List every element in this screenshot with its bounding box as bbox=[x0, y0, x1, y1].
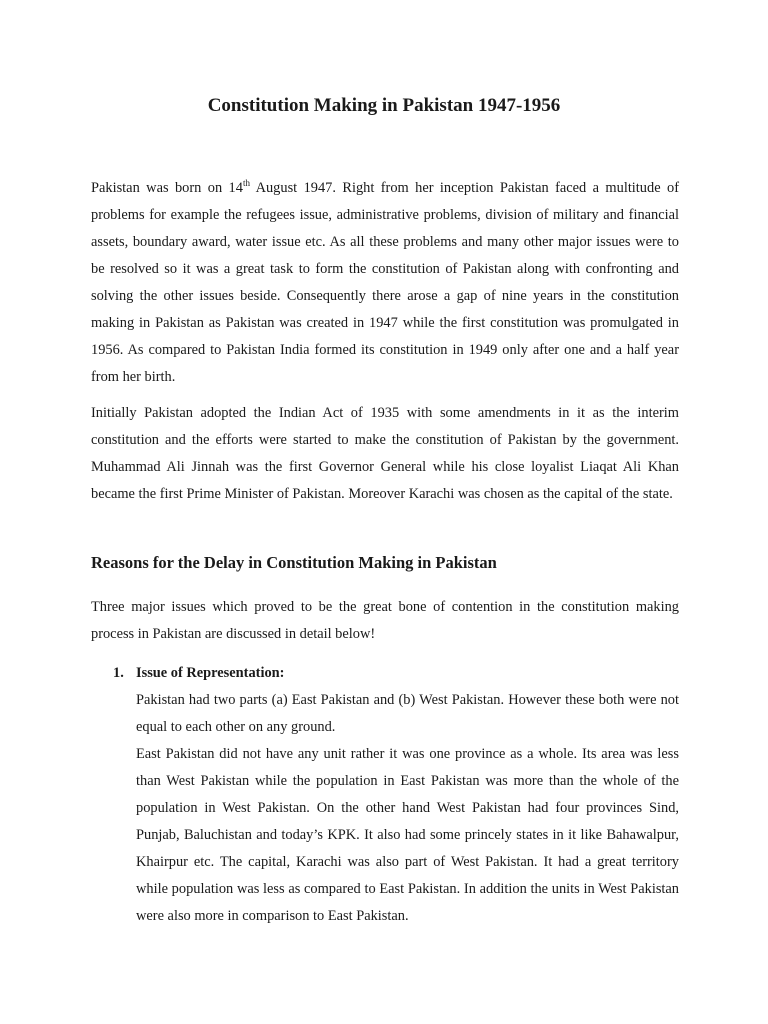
list-item-title: Issue of Representation: bbox=[136, 665, 285, 681]
section-intro-paragraph: Three major issues which proved to be the great bone of contention in the constitution making process in Pakistan are discussed in detail below! bbox=[91, 599, 679, 642]
ordinal-superscript: th bbox=[242, 178, 250, 189]
list-item bbox=[91, 660, 679, 930]
list-item-text: East Pakistan did not have any unit rather it was one province as a whole. Its area was less than West Pakistan while the population in East Pakistan was more than the whole of the population in West Pakistan. On the other hand West Pakistan had four provinces Sind, Punjab, Baluchistan and today’s KPK. It also had some princely states in it like Bahawalpur, Khairpur etc. The capital, Karachi was also part of West Pakistan. It had a great territory while population was less as compared to East Pakistan. In addition the units in West Pakistan were also more in comparison to East Pakistan. bbox=[136, 746, 679, 924]
document-title: Constitution Making in Pakistan 1947-1956 bbox=[207, 95, 561, 116]
list-item-number: 1. bbox=[113, 665, 124, 681]
list-item-text: Pakistan had two parts (a) East Pakistan and (b) West Pakistan. However these both were not equal to each other on any ground. bbox=[136, 692, 679, 735]
intro-paragraph bbox=[91, 175, 679, 391]
interim-constitution-paragraph: Initially Pakistan adopted the Indian Act of 1935 with some amendments in it as the interim constitution and the efforts were started to make the constitution of Pakistan by the government. Muhammad Ali Jinnah was the first Governor General while his close loyalist Liaqat Ali Khan became the first Prime Minister of Pakistan. Moreover Karachi was chosen as the capital of the state. bbox=[91, 405, 679, 502]
section-heading: Reasons for the Delay in Constitution Making in Pakistan bbox=[91, 553, 497, 572]
issues-list bbox=[91, 660, 679, 930]
intro-paragraph-start: Pakistan was born on 14 bbox=[91, 180, 243, 196]
intro-paragraph-rest: August 1947. Right from her inception Pakistan faced a multitude of problems for example the refugees issue, administrative problems, division of military and financial assets, boundary award, water issue etc. As all these problems and many other major issues were to be resolved so it was a great task to form the constitution of Pakistan along with confronting and solving the other issues beside. Consequently there arose a gap of nine years in the constitution making in Pakistan as Pakistan was created in 1947 while the first constitution was promulgated in 1956. As compared to Pakistan India formed its constitution in 1949 only after one and a half year from her birth. bbox=[91, 180, 679, 385]
